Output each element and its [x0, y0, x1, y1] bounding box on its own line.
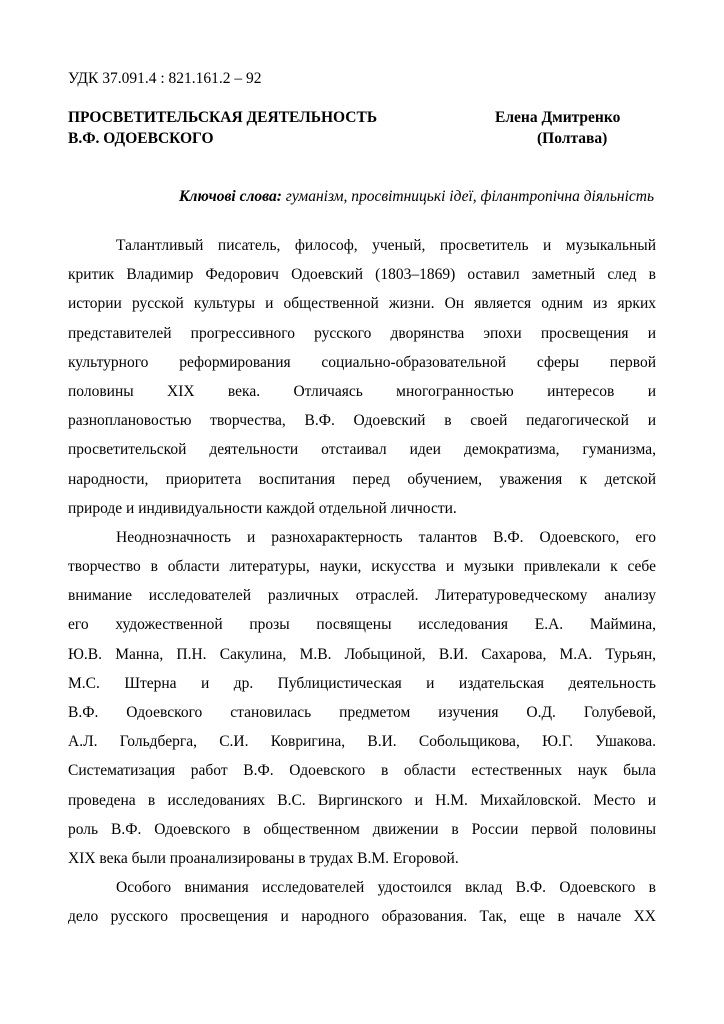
text-line: Систематизация работ В.Ф. Одоевского в области естественных наук была	[68, 762, 656, 780]
text-line: культурного реформирования социально-образовательной сферы первой	[68, 353, 656, 371]
author-city: (Полтава)	[537, 130, 608, 147]
udk-code: УДК 37.091.4 : 821.161.2 – 92	[68, 70, 262, 87]
text-line: Талантливый писатель, философ, ученый, просветитель и музыкальный	[116, 237, 656, 254]
paragraph-1	[68, 234, 656, 526]
text-line: Особого внимания исследователей удостоился вклад В.Ф. Одоевского в	[116, 879, 656, 897]
text-line: проведена в исследованиях В.С. Виргинского и Н.М. Михайловской. Место и	[68, 791, 656, 809]
text-line: просветительской деятельности отстаивал идеи демократизма, гуманизма,	[68, 441, 656, 459]
text-line: В.Ф. Одоевского становилась предметом изучения О.Д. Голубевой,	[68, 704, 656, 721]
body-text	[68, 234, 656, 935]
text-line: представителей прогрессивного русского дворянства эпохи просвещения и	[68, 324, 656, 342]
keywords-label: Ключові слова:	[179, 188, 282, 205]
author-name: Елена Дмитренко	[495, 109, 621, 126]
paragraph-2	[68, 526, 656, 876]
title-row-1	[68, 109, 658, 130]
keywords	[179, 188, 654, 206]
text-line: М.С. Штерна и др. Публицистическая и издательская деятельность	[68, 674, 656, 692]
text-line: дело русского просвещения и народного образования. Так, еще в начале XX	[68, 908, 656, 926]
text-line: половины XIX века. Отличаясь многогранностью интересов и	[68, 382, 656, 400]
text-line: природе и индивидуальности каждой отдельной личности.	[68, 499, 457, 517]
keywords-text: гуманізм, просвітницькі ідеї, філантропічна діяльність	[281, 188, 654, 205]
text-line: творчество в области литературы, науки, искусства и музыки привлекали к себе	[68, 558, 656, 576]
text-line: разноплановостью творчества, В.Ф. Одоевский в своей педагогической и	[68, 412, 656, 430]
text-line: внимание исследователей различных отраслей. Литературоведческому анализу	[68, 587, 656, 605]
text-line: народности, приоритета воспитания перед обучением, уважения к детской	[68, 470, 656, 488]
text-line: истории русской культуры и общественной жизни. Он является одним из ярких	[68, 295, 656, 313]
title-block	[68, 109, 658, 151]
text-line: роль В.Ф. Одоевского в общественном движении в России первой половины	[68, 820, 656, 838]
text-line: Ю.В. Манна, П.Н. Сакулина, М.В. Лобыциной, В.И. Сахарова, М.А. Турьян,	[68, 645, 656, 663]
article-title-line-1: ПРОСВЕТИТЕЛЬСКАЯ ДЕЯТЕЛЬНОСТЬ	[68, 109, 378, 126]
text-line: критик Владимир Федорович Одоевский (1803–1869) оставил заметный след в	[68, 266, 656, 284]
title-row-2	[68, 130, 658, 151]
article-title-line-2: В.Ф. ОДОЕВСКОГО	[68, 130, 214, 147]
text-line: А.Л. Гольдберга, С.И. Ковригина, В.И. Собольщикова, Ю.Г. Ушакова.	[68, 733, 656, 751]
text-line: XIX века были проанализированы в трудах В.М. Егоровой.	[68, 849, 459, 867]
text-line: Неоднозначность и разнохарактерность талантов В.Ф. Одоевского, его	[116, 528, 656, 546]
paragraph-3	[68, 876, 656, 934]
text-line: его художественной прозы посвящены исследования Е.А. Маймина,	[68, 616, 656, 634]
